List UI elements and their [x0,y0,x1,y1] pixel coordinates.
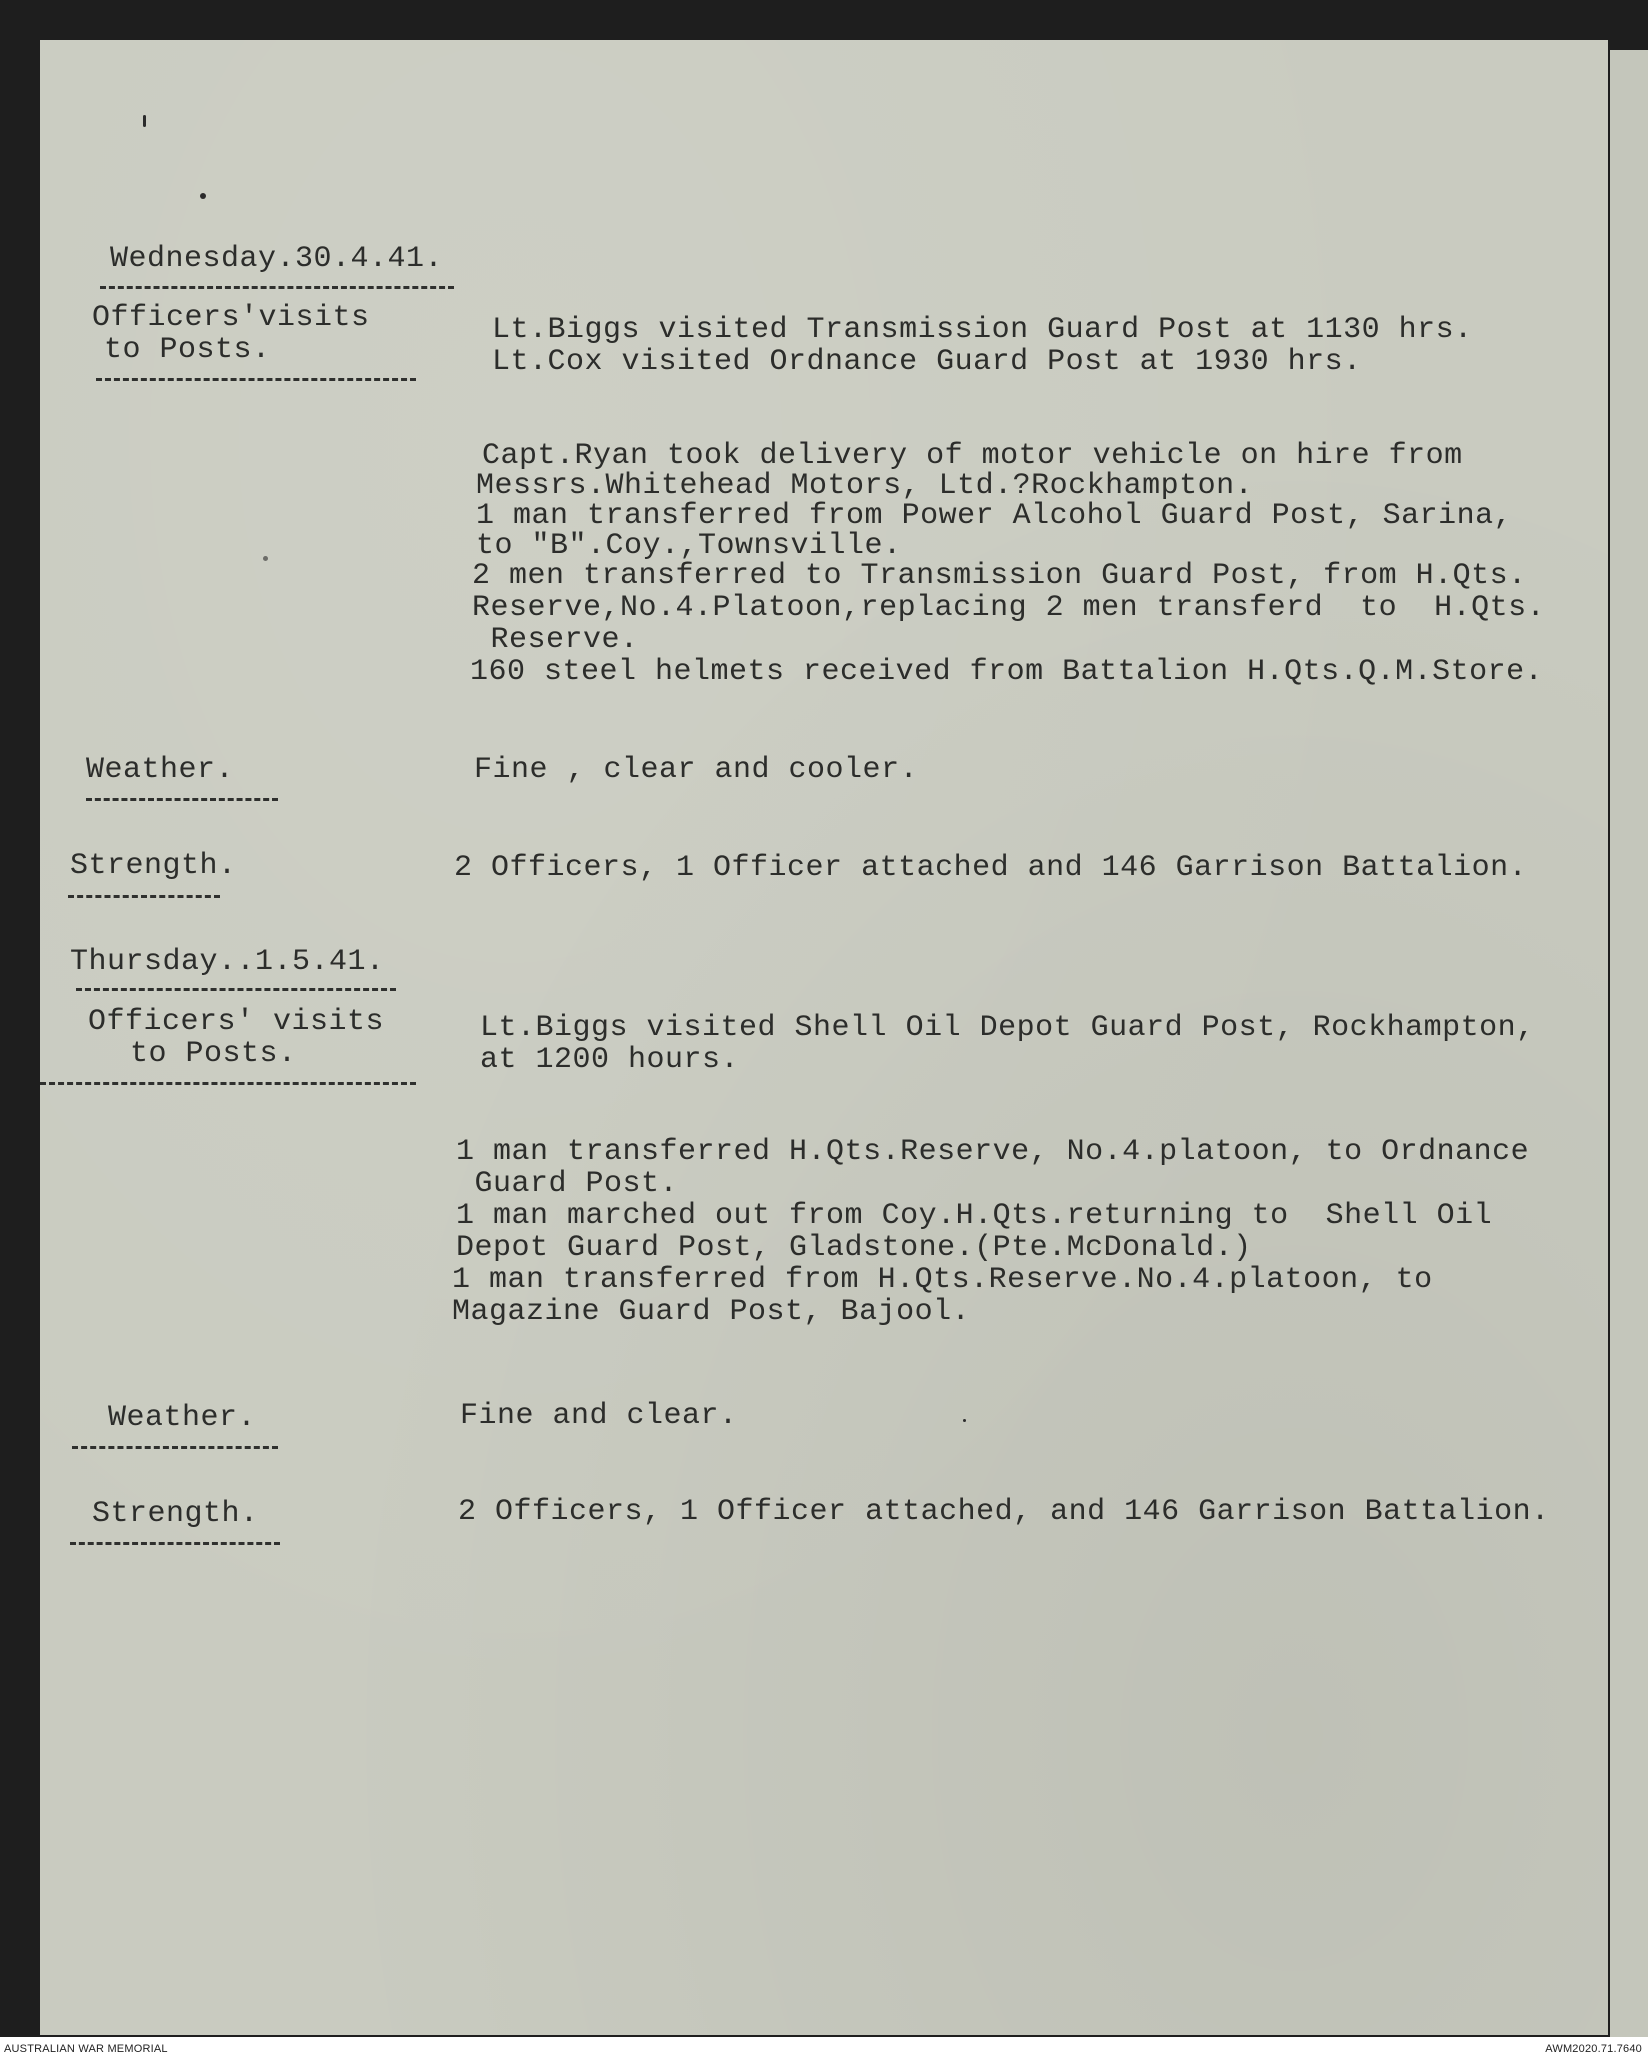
date-underline-2 [76,988,396,991]
note-1-0: Capt.Ryan took delivery of motor vehicle on hire from [482,439,1463,473]
visits-label-2a: Officers' visits [88,1005,385,1039]
note-1-4: 2 men transferred to Transmission Guard Post, from H.Qts. [472,559,1527,593]
strength-text-2: 2 Officers, 1 Officer attached, and 146 Garrison Battalion. [458,1495,1550,1529]
visits-underline-1 [96,378,416,381]
archive-name: AUSTRALIAN WAR MEMORIAL [4,2043,168,2055]
strength-label-1: Strength. [70,849,237,883]
date-heading-2: Thursday..1.5.41. [70,945,385,979]
weather-label-2: Weather. [108,1401,257,1435]
ink-mark [963,1419,966,1422]
weather-underline-2 [72,1446,278,1449]
note-1-3: to "B".Coy.,Townsville. [476,529,902,563]
strength-label-2: Strength. [92,1497,259,1531]
date-heading-1: Wednesday.30.4.41. [110,242,444,276]
archive-footer [0,2037,1648,2061]
visits-text-1b: Lt.Cox visited Ordnance Guard Post at 1930 hrs. [492,345,1362,379]
visits-label-1a: Officers'visits [92,301,370,335]
note-1-2: 1 man transferred from Power Alcohol Guard Post, Sarina, [476,499,1513,533]
visits-underline-2 [40,1082,416,1085]
weather-text-1: Fine , clear and cooler. [474,753,919,787]
weather-underline-1 [86,798,278,801]
note-1-1: Messrs.Whitehead Motors, Ltd.?Rockhampton. [476,469,1254,503]
note-2-3: Depot Guard Post, Gladstone.(Pte.McDonald.) [456,1231,1252,1265]
visits-label-2b: to Posts. [130,1037,297,1071]
archive-reference: AWM2020.71.7640 [1545,2043,1642,2055]
visits-text-2a: Lt.Biggs visited Shell Oil Depot Guard Post, Rockhampton, [480,1011,1535,1045]
note-2-2: 1 man marched out from Coy.H.Qts.returning to Shell Oil [456,1199,1493,1233]
date-underline-1 [100,286,454,289]
ink-mark [143,115,146,127]
weather-label-1: Weather. [86,753,235,787]
note-1-7: 160 steel helmets received from Battalion H.Qts.Q.M.Store. [470,655,1544,689]
note-2-1: Guard Post. [456,1167,679,1201]
ink-mark [200,193,206,199]
strength-underline-2 [70,1542,280,1545]
note-2-0: 1 man transferred H.Qts.Reserve, No.4.platoon, to Ordnance [456,1135,1530,1169]
visits-label-1b: to Posts. [104,333,271,367]
visits-text-1a: Lt.Biggs visited Transmission Guard Post at 1130 hrs. [492,313,1473,347]
strength-text-1: 2 Officers, 1 Officer attached and 146 Garrison Battalion. [454,851,1528,885]
ink-mark [263,556,268,561]
weather-text-2: Fine and clear. [460,1399,738,1433]
strength-underline-1 [68,895,220,898]
visits-text-2b: at 1200 hours. [480,1043,740,1077]
note-2-5: Magazine Guard Post, Bajool. [452,1295,971,1329]
note-2-4: 1 man transferred from H.Qts.Reserve.No.4.platoon, to [452,1263,1433,1297]
note-1-5: Reserve,No.4.Platoon,replacing 2 men transferd to H.Qts. [472,591,1546,625]
page-edge-strip [1610,50,1648,2040]
note-1-6: Reserve. [472,623,639,657]
